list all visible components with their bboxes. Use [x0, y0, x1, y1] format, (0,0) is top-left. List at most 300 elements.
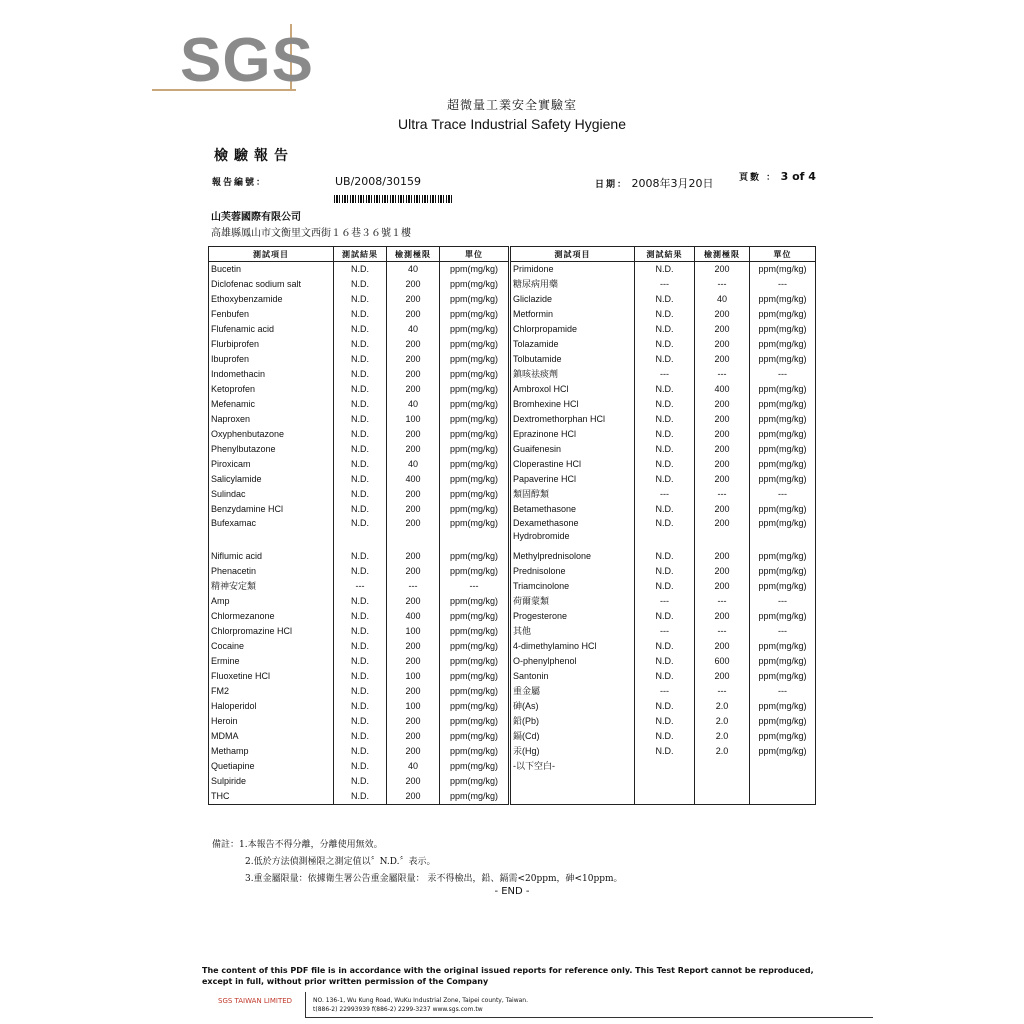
table-cell: Dexamethasone Hydrobromide: [510, 517, 635, 549]
table-cell: N.D.: [334, 774, 387, 789]
table-row: [209, 457, 816, 472]
table-cell: ppm(mg/kg): [440, 639, 510, 654]
table-cell: 200: [695, 549, 750, 564]
table-cell: N.D.: [635, 609, 695, 624]
table-cell: ppm(mg/kg): [750, 744, 816, 759]
table-cell: 200: [695, 427, 750, 442]
table-cell: ---: [695, 277, 750, 292]
table-cell: [695, 759, 750, 774]
table-cell: Cocaine: [209, 639, 334, 654]
table-cell: ppm(mg/kg): [440, 624, 510, 639]
table-row: [209, 472, 816, 487]
table-cell: 200: [695, 442, 750, 457]
table-cell: ppm(mg/kg): [750, 472, 816, 487]
table-cell: Methylprednisolone: [510, 549, 635, 564]
table-cell: ppm(mg/kg): [440, 789, 510, 805]
table-cell: 200: [387, 487, 440, 502]
header-test-item-2: 測試項目: [510, 247, 635, 262]
table-cell: Eprazinone HCl: [510, 427, 635, 442]
page-count-row: [739, 170, 816, 183]
table-cell: ppm(mg/kg): [440, 502, 510, 517]
table-cell: ppm(mg/kg): [750, 579, 816, 594]
table-cell: O-phenylphenol: [510, 654, 635, 669]
footer-address: [313, 996, 528, 1014]
table-cell: THC: [209, 789, 334, 805]
table-cell: ppm(mg/kg): [440, 322, 510, 337]
table-cell: ---: [387, 579, 440, 594]
table-cell: ppm(mg/kg): [750, 292, 816, 307]
table-cell: 200: [387, 729, 440, 744]
table-row: [209, 744, 816, 759]
table-cell: Progesterone: [510, 609, 635, 624]
table-cell: Phenacetin: [209, 564, 334, 579]
table-cell: 2.0: [695, 714, 750, 729]
table-cell: FM2: [209, 684, 334, 699]
table-cell: N.D.: [334, 457, 387, 472]
table-cell: [510, 774, 635, 789]
footer-divider: [305, 992, 306, 1018]
table-cell: 鉛(Pb): [510, 714, 635, 729]
table-cell: Prednisolone: [510, 564, 635, 579]
table-cell: 砷(As): [510, 699, 635, 714]
report-title: 檢驗報告: [214, 148, 294, 164]
footer-brand: SGS TAIWAN LIMITED: [218, 997, 293, 1005]
report-number-row: [212, 175, 267, 188]
table-cell: 400: [387, 472, 440, 487]
table-cell: Gliclazide: [510, 292, 635, 307]
table-cell: Amp: [209, 594, 334, 609]
results-table: [208, 246, 816, 805]
table-cell: N.D.: [334, 277, 387, 292]
table-cell: N.D.: [635, 322, 695, 337]
table-cell: N.D.: [635, 352, 695, 367]
table-cell: Ketoprofen: [209, 382, 334, 397]
table-cell: ---: [750, 684, 816, 699]
table-cell: 鎮咳祛痰劑: [510, 367, 635, 382]
table-cell: N.D.: [334, 624, 387, 639]
table-cell: 200: [387, 307, 440, 322]
table-cell: ppm(mg/kg): [440, 337, 510, 352]
table-cell: ---: [750, 624, 816, 639]
table-cell: N.D.: [635, 427, 695, 442]
header-test-result-2: 測試結果: [635, 247, 695, 262]
table-cell: ppm(mg/kg): [750, 427, 816, 442]
table-cell: N.D.: [334, 307, 387, 322]
table-cell: Tolbutamide: [510, 352, 635, 367]
table-cell: N.D.: [635, 517, 695, 549]
table-cell: ppm(mg/kg): [440, 684, 510, 699]
table-cell: ppm(mg/kg): [440, 669, 510, 684]
table-cell: N.D.: [635, 714, 695, 729]
table-cell: N.D.: [635, 549, 695, 564]
table-cell: ppm(mg/kg): [440, 759, 510, 774]
table-cell: 200: [387, 714, 440, 729]
table-cell: Heroin: [209, 714, 334, 729]
table-cell: 200: [695, 669, 750, 684]
client-address: 高雄縣鳳山市文衡里文西街１６巷３６號１樓: [211, 228, 411, 239]
table-cell: ---: [635, 487, 695, 502]
table-row: [209, 714, 816, 729]
table-cell: Fluoxetine HCl: [209, 669, 334, 684]
table-cell: ppm(mg/kg): [440, 564, 510, 579]
table-cell: Sulindac: [209, 487, 334, 502]
report-number-label: 報告編號：: [212, 178, 268, 188]
table-cell: 2.0: [695, 699, 750, 714]
table-cell: Primidone: [510, 262, 635, 278]
table-cell: 200: [387, 774, 440, 789]
table-cell: N.D.: [635, 564, 695, 579]
table-cell: 40: [387, 262, 440, 278]
note-3: 3.重金屬限量：依據衛生署公告重金屬限量： 汞不得檢出，鉛、鎘需<20ppm，砷<10ppm。: [245, 874, 623, 884]
table-cell: Indomethacin: [209, 367, 334, 382]
table-cell: 類固醇類: [510, 487, 635, 502]
table-cell: N.D.: [635, 729, 695, 744]
table-cell: 其他: [510, 624, 635, 639]
table-cell: N.D.: [334, 517, 387, 549]
table-cell: Mefenamic: [209, 397, 334, 412]
lab-name-chinese: 超微量工業安全實驗室: [446, 98, 577, 112]
table-cell: ---: [750, 594, 816, 609]
header-test-item: 測試項目: [209, 247, 334, 262]
table-cell: 荷爾蒙類: [510, 594, 635, 609]
table-cell: Chlorpropamide: [510, 322, 635, 337]
header-unit: 單位: [440, 247, 510, 262]
table-cell: ppm(mg/kg): [440, 729, 510, 744]
table-row: [209, 729, 816, 744]
table-cell: ---: [635, 367, 695, 382]
table-cell: N.D.: [635, 744, 695, 759]
report-date: 2008年3月20日: [631, 177, 714, 190]
table-cell: Sulpiride: [209, 774, 334, 789]
table-cell: 200: [387, 442, 440, 457]
table-row: [209, 549, 816, 564]
table-cell: ---: [750, 277, 816, 292]
header-detection-limit: 檢測極限: [387, 247, 440, 262]
table-cell: 200: [695, 322, 750, 337]
table-cell: 200: [387, 292, 440, 307]
footer-disclaimer: The content of this PDF file is in accordance with the original issued reports for reference only. This Test Report cannot be reproduced, except in full, without prior written permission of the Company: [202, 966, 814, 986]
table-cell: 200: [695, 517, 750, 549]
note-2: 2.低於方法偵測極限之測定值以〞N.D.〞表示。: [245, 857, 436, 867]
table-cell: Benzydamine HCl: [209, 502, 334, 517]
end-marker: - END -: [494, 886, 530, 897]
table-cell: ppm(mg/kg): [440, 549, 510, 564]
table-cell: 400: [387, 609, 440, 624]
table-row: [209, 774, 816, 789]
table-row: [209, 352, 816, 367]
table-cell: Triamcinolone: [510, 579, 635, 594]
table-cell: N.D.: [635, 337, 695, 352]
table-cell: 200: [387, 654, 440, 669]
table-cell: 200: [695, 609, 750, 624]
table-cell: Quetiapine: [209, 759, 334, 774]
table-cell: Bufexamac: [209, 517, 334, 549]
table-cell: 200: [387, 684, 440, 699]
table-row: [209, 594, 816, 609]
table-cell: ppm(mg/kg): [750, 337, 816, 352]
table-cell: ---: [635, 594, 695, 609]
table-cell: ---: [440, 579, 510, 594]
table-cell: Santonin: [510, 669, 635, 684]
table-cell: 600: [695, 654, 750, 669]
table-cell: N.D.: [334, 699, 387, 714]
table-cell: N.D.: [334, 382, 387, 397]
table-cell: N.D.: [334, 262, 387, 278]
table-cell: 200: [387, 639, 440, 654]
table-cell: ppm(mg/kg): [440, 442, 510, 457]
table-cell: N.D.: [635, 654, 695, 669]
table-cell: Piroxicam: [209, 457, 334, 472]
table-cell: 200: [387, 502, 440, 517]
table-cell: N.D.: [334, 654, 387, 669]
table-cell: ---: [750, 367, 816, 382]
table-cell: ppm(mg/kg): [440, 699, 510, 714]
table-cell: Betamethasone: [510, 502, 635, 517]
table-cell: ppm(mg/kg): [750, 609, 816, 624]
table-cell: 重金屬: [510, 684, 635, 699]
table-cell: 40: [387, 397, 440, 412]
table-row: [209, 609, 816, 624]
table-cell: ppm(mg/kg): [440, 292, 510, 307]
table-cell: ppm(mg/kg): [750, 654, 816, 669]
table-row: [209, 442, 816, 457]
table-cell: ppm(mg/kg): [440, 594, 510, 609]
table-cell: ---: [334, 579, 387, 594]
table-cell: ppm(mg/kg): [440, 487, 510, 502]
table-cell: 鎘(Cd): [510, 729, 635, 744]
table-cell: N.D.: [334, 744, 387, 759]
table-cell: ppm(mg/kg): [750, 517, 816, 549]
table-cell: N.D.: [635, 699, 695, 714]
table-cell: ppm(mg/kg): [750, 669, 816, 684]
table-cell: 200: [695, 412, 750, 427]
table-cell: [750, 774, 816, 789]
table-cell: 200: [695, 639, 750, 654]
table-cell: N.D.: [334, 472, 387, 487]
table-cell: ppm(mg/kg): [440, 457, 510, 472]
table-cell: 200: [387, 517, 440, 549]
table-cell: N.D.: [635, 472, 695, 487]
table-cell: ppm(mg/kg): [750, 262, 816, 278]
table-cell: [635, 789, 695, 805]
report-date-label: 日期：: [595, 180, 629, 190]
table-cell: ---: [750, 487, 816, 502]
table-row: [209, 322, 816, 337]
table-cell: Guaifenesin: [510, 442, 635, 457]
table-cell: 200: [387, 564, 440, 579]
table-cell: 100: [387, 669, 440, 684]
table-cell: ppm(mg/kg): [440, 352, 510, 367]
table-cell: ---: [695, 624, 750, 639]
table-row: [209, 382, 816, 397]
table-row: [209, 412, 816, 427]
table-cell: 200: [695, 457, 750, 472]
table-cell: ppm(mg/kg): [440, 744, 510, 759]
table-cell: N.D.: [334, 609, 387, 624]
table-cell: 200: [695, 579, 750, 594]
notes: [212, 838, 623, 889]
table-cell: N.D.: [635, 639, 695, 654]
table-cell: 200: [695, 307, 750, 322]
table-cell: ppm(mg/kg): [440, 654, 510, 669]
table-row: [209, 564, 816, 579]
report-number: UB/2008/30159: [335, 175, 421, 188]
table-row: [209, 699, 816, 714]
table-row: [209, 487, 816, 502]
table-cell: Diclofenac sodium salt: [209, 277, 334, 292]
table-cell: ppm(mg/kg): [440, 382, 510, 397]
table-cell: N.D.: [334, 502, 387, 517]
header-unit-2: 單位: [750, 247, 816, 262]
table-cell: Chlormezanone: [209, 609, 334, 624]
table-cell: Ethoxybenzamide: [209, 292, 334, 307]
table-cell: 200: [387, 367, 440, 382]
table-cell: ppm(mg/kg): [750, 397, 816, 412]
table-cell: ppm(mg/kg): [440, 472, 510, 487]
table-row: [209, 669, 816, 684]
table-row: [209, 579, 816, 594]
table-cell: ppm(mg/kg): [750, 442, 816, 457]
table-cell: ppm(mg/kg): [750, 382, 816, 397]
table-cell: Cloperastine HCl: [510, 457, 635, 472]
table-cell: Bucetin: [209, 262, 334, 278]
table-cell: N.D.: [334, 684, 387, 699]
table-row: [209, 367, 816, 382]
header-test-result: 測試結果: [334, 247, 387, 262]
table-cell: Ermine: [209, 654, 334, 669]
table-cell: 40: [695, 292, 750, 307]
table-cell: N.D.: [334, 669, 387, 684]
table-cell: Dextromethorphan HCl: [510, 412, 635, 427]
table-row: [209, 427, 816, 442]
table-cell: ---: [635, 684, 695, 699]
table-cell: 200: [387, 549, 440, 564]
table-cell: ppm(mg/kg): [750, 457, 816, 472]
table-cell: 200: [387, 744, 440, 759]
table-cell: N.D.: [635, 307, 695, 322]
table-cell: 200: [695, 337, 750, 352]
table-cell: N.D.: [334, 367, 387, 382]
table-cell: Ibuprofen: [209, 352, 334, 367]
table-cell: [635, 759, 695, 774]
footer-address-line-2: t(886-2) 22993939 f(886-2) 2299-3237 www.sgs.com.tw: [313, 1006, 483, 1013]
table-cell: Fenbufen: [209, 307, 334, 322]
table-cell: N.D.: [635, 292, 695, 307]
table-cell: ppm(mg/kg): [750, 322, 816, 337]
table-cell: ppm(mg/kg): [750, 714, 816, 729]
barcode: [334, 195, 452, 203]
table-cell: ppm(mg/kg): [440, 517, 510, 549]
table-cell: N.D.: [334, 549, 387, 564]
table-cell: N.D.: [334, 427, 387, 442]
table-cell: ---: [695, 684, 750, 699]
table-cell: [750, 789, 816, 805]
table-row: [209, 397, 816, 412]
table-cell: N.D.: [334, 487, 387, 502]
table-cell: ---: [695, 594, 750, 609]
table-cell: [695, 789, 750, 805]
table-cell: ppm(mg/kg): [750, 412, 816, 427]
table-cell: ppm(mg/kg): [750, 502, 816, 517]
table-cell: N.D.: [334, 564, 387, 579]
table-cell: 40: [387, 457, 440, 472]
table-row: [209, 307, 816, 322]
table-cell: 200: [387, 427, 440, 442]
table-cell: 2.0: [695, 729, 750, 744]
table-cell: 200: [387, 789, 440, 805]
table-cell: 200: [387, 382, 440, 397]
table-cell: N.D.: [635, 457, 695, 472]
table-cell: ---: [695, 487, 750, 502]
table-row: [209, 502, 816, 517]
lab-name-english: Ultra Trace Industrial Safety Hygiene: [398, 116, 626, 132]
table-header-row: [209, 247, 816, 262]
table-cell: N.D.: [334, 442, 387, 457]
table-cell: Methamp: [209, 744, 334, 759]
table-cell: 200: [695, 502, 750, 517]
table-row: [209, 262, 816, 278]
header-detection-limit-2: 檢測極限: [695, 247, 750, 262]
table-cell: ppm(mg/kg): [440, 307, 510, 322]
table-cell: MDMA: [209, 729, 334, 744]
table-cell: N.D.: [635, 442, 695, 457]
table-cell: Ambroxol HCl: [510, 382, 635, 397]
table-cell: ppm(mg/kg): [440, 262, 510, 278]
table-cell: ppm(mg/kg): [750, 549, 816, 564]
table-cell: ppm(mg/kg): [440, 714, 510, 729]
table-row: [209, 292, 816, 307]
table-cell: 糖尿病用藥: [510, 277, 635, 292]
table-cell: N.D.: [635, 669, 695, 684]
table-cell: Tolazamide: [510, 337, 635, 352]
table-cell: 200: [695, 564, 750, 579]
table-cell: N.D.: [635, 397, 695, 412]
table-cell: ppm(mg/kg): [440, 397, 510, 412]
table-cell: ---: [635, 624, 695, 639]
table-cell: 200: [695, 262, 750, 278]
table-cell: Metformin: [510, 307, 635, 322]
table-cell: N.D.: [334, 759, 387, 774]
table-cell: ppm(mg/kg): [440, 774, 510, 789]
table-cell: ppm(mg/kg): [440, 427, 510, 442]
table-cell: N.D.: [334, 789, 387, 805]
table-row: [209, 684, 816, 699]
table-cell: 2.0: [695, 744, 750, 759]
table-cell: N.D.: [635, 502, 695, 517]
table-cell: Flufenamic acid: [209, 322, 334, 337]
table-cell: N.D.: [334, 292, 387, 307]
table-cell: ppm(mg/kg): [440, 412, 510, 427]
table-cell: N.D.: [334, 322, 387, 337]
table-cell: ppm(mg/kg): [440, 367, 510, 382]
table-row: [209, 639, 816, 654]
table-cell: Phenylbutazone: [209, 442, 334, 457]
table-cell: Niflumic acid: [209, 549, 334, 564]
table-cell: 100: [387, 624, 440, 639]
report-date-row: [595, 175, 714, 191]
table-cell: N.D.: [334, 729, 387, 744]
table-cell: [510, 789, 635, 805]
table-cell: 400: [695, 382, 750, 397]
table-cell: 200: [695, 397, 750, 412]
table-cell: N.D.: [635, 579, 695, 594]
table-cell: Bromhexine HCl: [510, 397, 635, 412]
note-1: 備註：1.本報告不得分離，分離使用無效。: [212, 840, 383, 850]
table-cell: ppm(mg/kg): [750, 729, 816, 744]
table-cell: [750, 759, 816, 774]
table-cell: Chlorpromazine HCl: [209, 624, 334, 639]
table-cell: 精神安定類: [209, 579, 334, 594]
